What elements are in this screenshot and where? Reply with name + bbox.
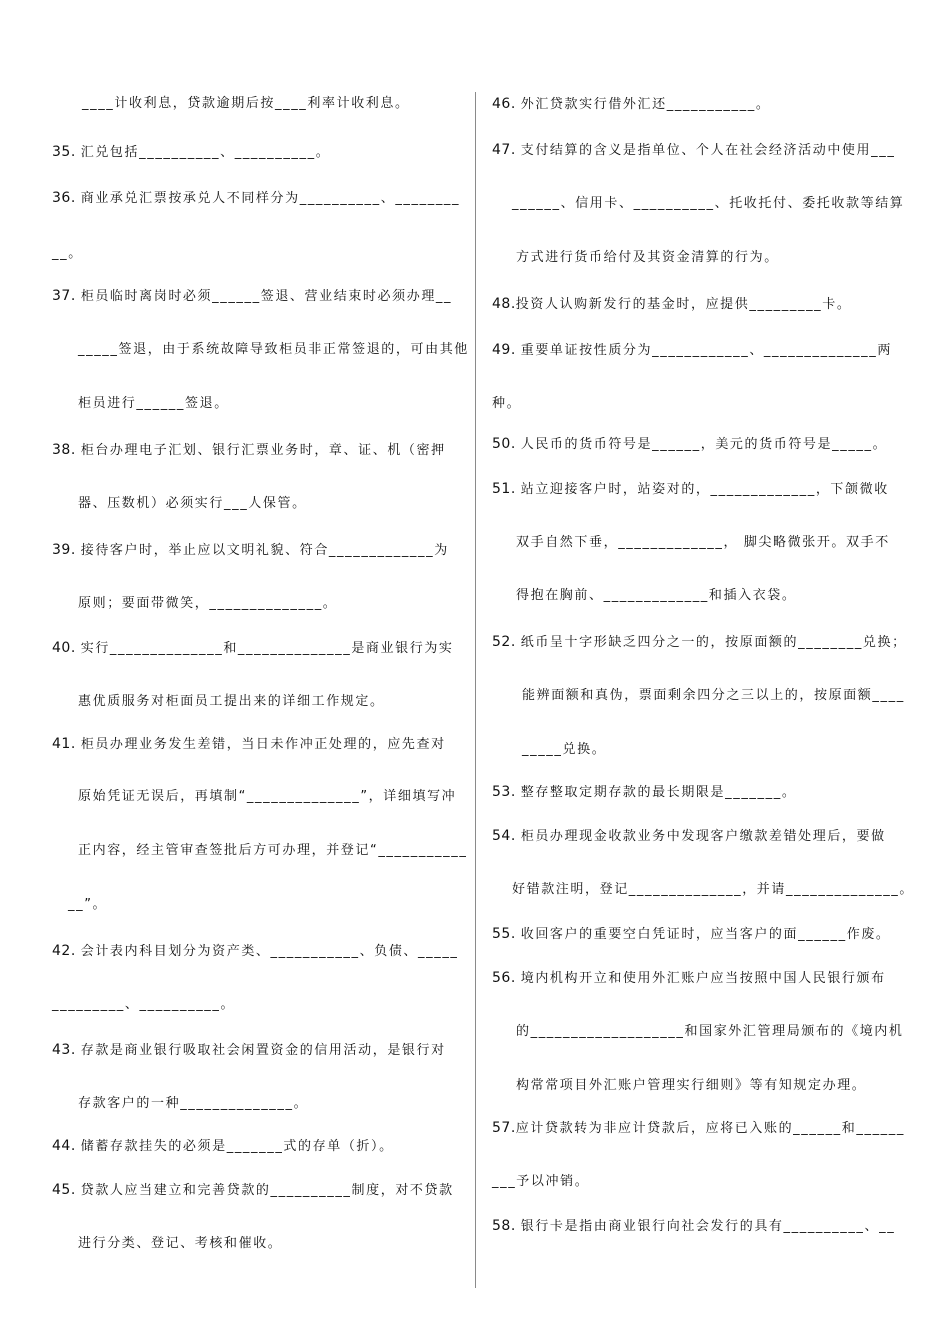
question-number: 46 — [492, 96, 511, 112]
question-text: 柜员进行______签退。 — [78, 396, 229, 411]
question-number-separator: . — [510, 634, 521, 650]
question-text: ___予以冲销。 — [492, 1174, 590, 1189]
question-text: 储蓄存款挂失的必须是_______式的存单（折）。 — [80, 1139, 394, 1154]
question-text: 柜员办理业务发生差错，当日未作冲正处理的，应先查对 — [80, 737, 446, 752]
question-text: 柜员临时离岗时必须______签退、营业结束时必须办理__ — [80, 289, 453, 304]
question-text: 正内容，经主管审查签批后方可办理，并登记“___________ — [78, 843, 468, 858]
question-text: 存款是商业银行吸取社会闲置资金的信用活动，是银行对 — [80, 1043, 446, 1058]
question-number: 38 — [52, 442, 71, 458]
question-39 — [52, 540, 449, 561]
question-text: 会计表内科目划分为资产类、___________、负债、_____ — [80, 944, 459, 959]
question-number-separator: . — [510, 926, 521, 942]
question-47 — [492, 140, 895, 161]
question-number: 48 — [492, 296, 511, 312]
question-continuation-line — [78, 787, 456, 807]
question-56 — [492, 968, 886, 989]
question-text: 接待客户时，举止应以文明礼貌、符合_____________为 — [80, 543, 449, 558]
question-continuation-line — [516, 1022, 904, 1042]
question-number: 51 — [492, 481, 511, 497]
question-number: 47 — [492, 142, 511, 158]
question-number: 49 — [492, 342, 511, 358]
question-46 — [492, 94, 770, 115]
question-50 — [492, 434, 887, 455]
question-number-separator: . — [510, 142, 521, 158]
question-number-separator: . — [70, 1042, 81, 1058]
question-number: 57 — [492, 1120, 511, 1136]
question-continuation-line — [522, 740, 606, 760]
question-text: 汇兑包括__________、__________。 — [80, 145, 331, 160]
question-number: 35 — [52, 144, 71, 160]
question-text: 原始凭证无误后，再填制“______________”，详细填写冲 — [78, 789, 457, 804]
question-41 — [52, 734, 446, 755]
question-text: 能辨面额和真伪，票面剩余四分之三以上的，按原面额____ — [522, 688, 905, 703]
question-text: _________、__________。 — [52, 997, 236, 1012]
question-continuation-line — [516, 248, 779, 268]
question-continuation-line — [78, 692, 385, 712]
question-number: 41 — [52, 736, 71, 752]
question-text: 的___________________和国家外汇管理局颁布的《境内机 — [516, 1024, 904, 1039]
question-text: _____签退，由于系统故障导致柜员非正常签退的，可由其他 — [78, 342, 469, 357]
question-text: 人民币的货币符号是______，美元的货币符号是_____。 — [520, 437, 888, 452]
question-text: 商业承兑汇票按承兑人不同样分为__________、________ — [80, 191, 461, 206]
question-text: 实行______________和______________是商业银行为实 — [80, 641, 454, 656]
question-continuation-line — [516, 1076, 866, 1096]
question-continuation-line — [492, 394, 521, 414]
question-number-separator: . — [510, 342, 521, 358]
question-text: 重要单证按性质分为____________、______________两 — [520, 343, 892, 358]
question-36 — [52, 188, 460, 209]
question-number-separator: . — [70, 736, 81, 752]
question-55 — [492, 924, 891, 945]
question-number-separator: . — [510, 96, 521, 112]
question-number-separator: . — [510, 970, 521, 986]
question-continuation-line — [68, 895, 107, 915]
question-number-separator: . — [510, 296, 516, 312]
question-42 — [52, 941, 459, 962]
question-text: 好错款注明，登记______________，并请______________。 — [512, 882, 914, 897]
question-continuation-line — [78, 594, 337, 614]
question-45 — [52, 1180, 454, 1201]
question-number: 58 — [492, 1218, 511, 1234]
question-number: 52 — [492, 634, 511, 650]
question-text: 柜台办理电子汇划、银行汇票业务时，章、证、机（密押 — [80, 443, 446, 458]
question-53 — [492, 782, 796, 803]
question-text: 站立迎接客户时，站姿对的，_____________，下颌微收 — [520, 482, 889, 497]
question-number: 53 — [492, 784, 511, 800]
question-number: 40 — [52, 640, 71, 656]
question-text: 收回客户的重要空白凭证时，应当客户的面______作废。 — [520, 927, 891, 942]
question-text: 银行卡是指由商业银行向社会发行的具有__________、__ — [520, 1219, 896, 1234]
question-text: 支付结算的含义是指单位、个人在社会经济活动中使用___ — [520, 143, 896, 158]
question-number: 56 — [492, 970, 511, 986]
question-number-separator: . — [70, 542, 81, 558]
question-number: 43 — [52, 1042, 71, 1058]
question-text: 纸币呈十字形缺乏四分之一的，按原面额的________兑换； — [520, 635, 907, 650]
question-text: 整存整取定期存款的最长期限是_______。 — [520, 785, 797, 800]
question-number: 54 — [492, 828, 511, 844]
question-number: 36 — [52, 190, 71, 206]
question-continuation-line — [78, 1094, 308, 1114]
question-52 — [492, 632, 907, 653]
question-text: 外汇贷款实行借外汇还___________。 — [520, 97, 771, 112]
question-text: 惠优质服务对柜面员工提出来的详细工作规定。 — [78, 694, 385, 709]
question-continuation-line — [78, 394, 229, 414]
question-number-separator: . — [70, 943, 81, 959]
question-54 — [492, 826, 886, 847]
question-51 — [492, 479, 889, 500]
question-number: 55 — [492, 926, 511, 942]
question-57 — [492, 1118, 905, 1139]
question-text: ______、信用卡、__________、托收托付、委托收款等结算 — [512, 196, 905, 211]
question-continuation-line — [516, 533, 890, 553]
question-number-separator: . — [70, 640, 81, 656]
question-text: 种。 — [492, 396, 522, 411]
question-number: 45 — [52, 1182, 71, 1198]
question-text: __。 — [52, 246, 83, 261]
question-number-separator: . — [70, 144, 81, 160]
question-number-separator: . — [70, 1182, 81, 1198]
question-continuation-line — [78, 340, 469, 360]
question-continuation-line — [512, 880, 914, 900]
question-number: 50 — [492, 436, 511, 452]
question-continuation-line — [52, 244, 83, 264]
question-number-separator: . — [510, 784, 521, 800]
question-40 — [52, 638, 454, 659]
question-number-separator: . — [70, 442, 81, 458]
question-text: 存款客户的一种______________。 — [78, 1096, 309, 1111]
question-number: 42 — [52, 943, 71, 959]
question-37 — [52, 286, 452, 307]
question-text: 方式进行货币给付及其资金清算的行为。 — [516, 250, 779, 265]
question-58 — [492, 1216, 895, 1237]
question-number: 37 — [52, 288, 71, 304]
question-number-separator: . — [70, 1138, 81, 1154]
question-text: 贷款人应当建立和完善贷款的__________制度，对不贷款 — [80, 1183, 454, 1198]
question-text: 得抱在胸前、_____________和插入衣袋。 — [516, 588, 797, 603]
question-continuation-line — [78, 1234, 282, 1254]
question-text: 器、压数机）必须实行___人保管。 — [78, 496, 307, 511]
question-text: 进行分类、登记、考核和催收。 — [78, 1236, 283, 1251]
question-number-separator: . — [510, 436, 521, 452]
question-43 — [52, 1040, 446, 1061]
question-text: ____计收利息，贷款逾期后按____利率计收利息。 — [82, 96, 410, 111]
question-continuation-line — [78, 494, 307, 514]
question-number: 39 — [52, 542, 71, 558]
question-44 — [52, 1136, 394, 1157]
question-continuation-line — [522, 686, 905, 706]
question-text: 原则；要面带微笑，______________。 — [78, 596, 338, 611]
question-text: 柜员办理现金收款业务中发现客户缴款差错处理后，要做 — [520, 829, 886, 844]
question-number-separator: . — [510, 1218, 521, 1234]
question-number-separator: . — [510, 1120, 516, 1136]
question-text: 境内机构开立和使用外汇账户应当按照中国人民银行颁布 — [520, 971, 886, 986]
question-35 — [52, 142, 330, 163]
question-number-separator: . — [70, 190, 81, 206]
question-49 — [492, 340, 892, 361]
column-divider — [475, 92, 476, 1288]
question-number-separator: . — [70, 288, 81, 304]
question-text: _____兑换。 — [522, 742, 607, 757]
question-continuation-line — [52, 995, 235, 1015]
question-48 — [492, 294, 851, 315]
question-text: 投资人认购新发行的基金时，应提供_________卡。 — [515, 297, 852, 312]
question-text: 应计贷款转为非应计贷款后，应将已入账的______和______ — [515, 1121, 905, 1136]
question-38 — [52, 440, 446, 461]
question-number: 44 — [52, 1138, 71, 1154]
question-continuation-line — [512, 194, 904, 214]
question-text: 双手自然下垂，_____________， 脚尖略微张开。双手不 — [516, 535, 890, 550]
question-text: __”。 — [68, 897, 108, 912]
question-number-separator: . — [510, 481, 521, 497]
question-continuation-line — [82, 94, 410, 114]
question-text: 构常常项目外汇账户管理实行细则》等有知规定办理。 — [516, 1078, 867, 1093]
question-continuation-line — [516, 586, 797, 606]
question-continuation-line — [492, 1172, 589, 1192]
question-continuation-line — [78, 841, 467, 861]
question-number-separator: . — [510, 828, 521, 844]
